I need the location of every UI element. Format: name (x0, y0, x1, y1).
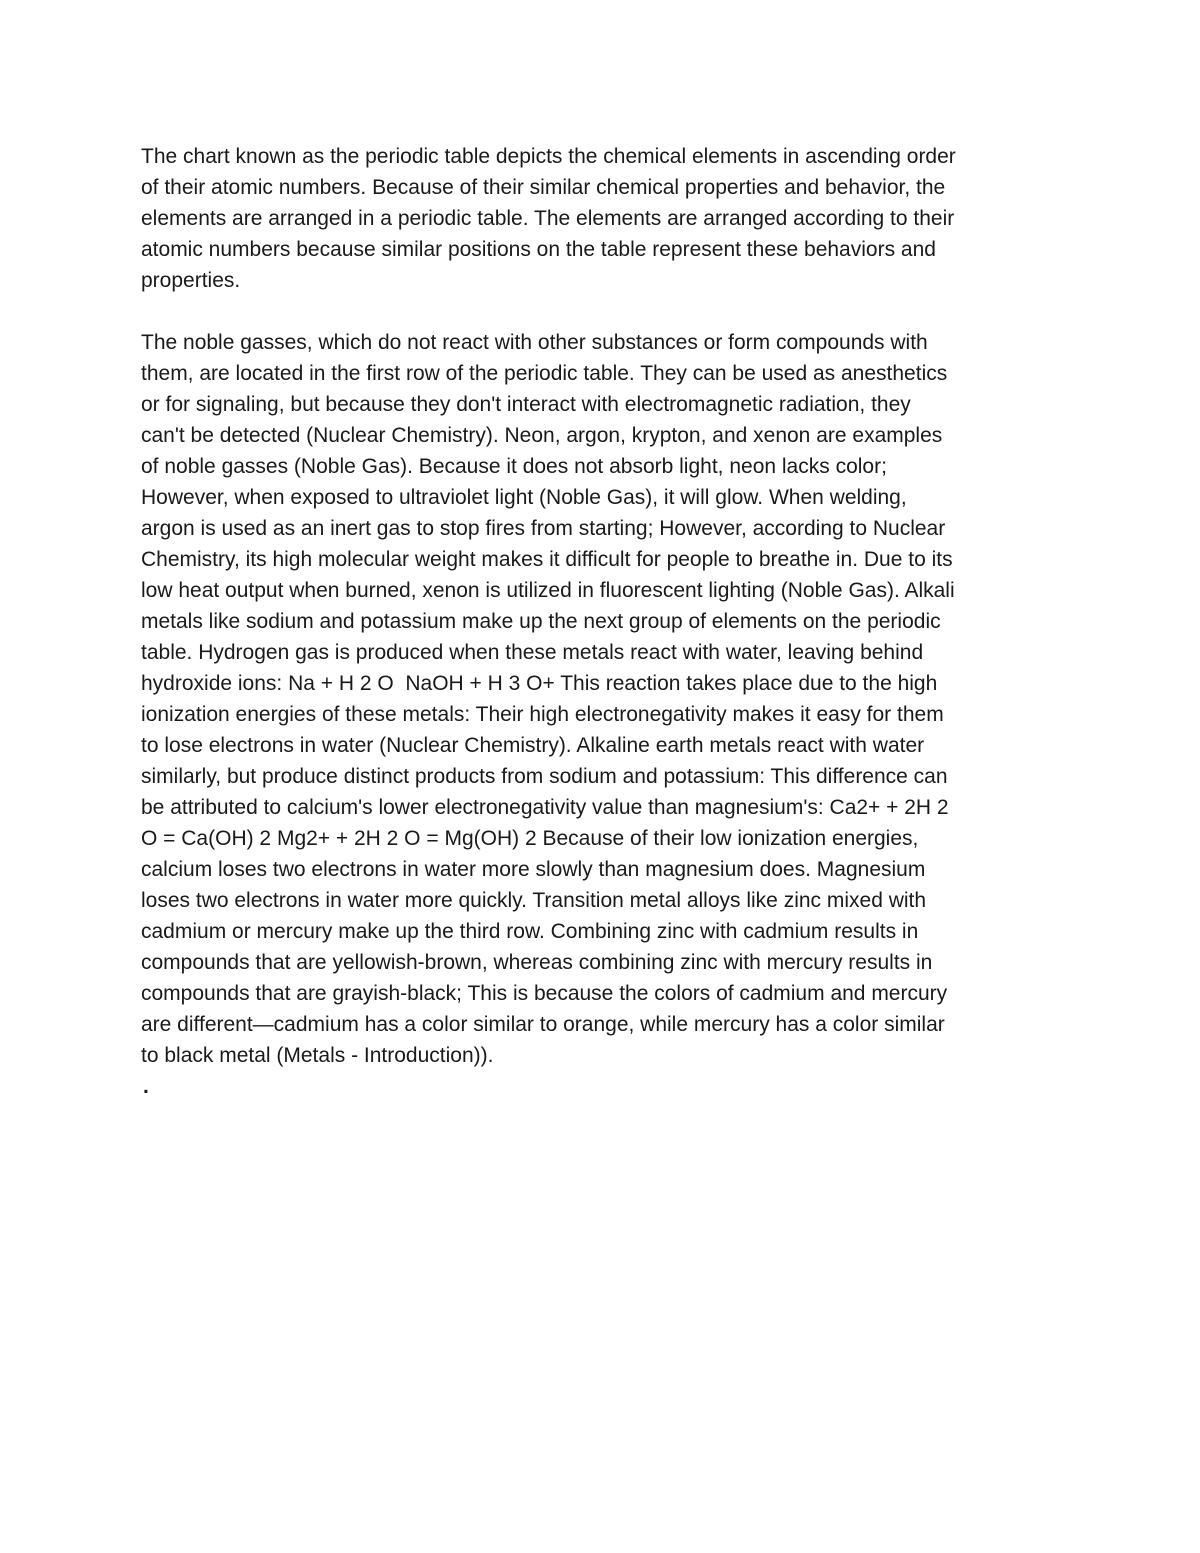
text-line: metals like sodium and potassium make up the next group of elements on the periodic (141, 610, 941, 633)
text-line: ionization energies of these metals: Their high electronegativity makes it easy for them (141, 703, 944, 726)
text-line: elements are arranged in a periodic table. The elements are arranged according to their (141, 207, 955, 230)
text-line: The chart known as the periodic table depicts the chemical elements in ascending order (141, 145, 956, 168)
text-line: The noble gasses, which do not react with other substances or form compounds with (141, 331, 928, 354)
text-line: calcium loses two electrons in water more slowly than magnesium does. Magnesium (141, 858, 926, 881)
paragraph-body (141, 327, 1061, 1071)
text-line: of noble gasses (Noble Gas). Because it does not absorb light, neon lacks color; (141, 455, 887, 478)
text-line: are different—cadmium has a color similar to orange, while mercury has a color similar (141, 1013, 945, 1036)
text-line: similarly, but produce distinct products from sodium and potassium: This difference can (141, 765, 948, 788)
text-line: or for signaling, but because they don't interact with electromagnetic radiation, they (141, 393, 911, 416)
text-line: O = Ca(OH) 2 Mg2+ + 2H 2 O = Mg(OH) 2 Because of their low ionization energies, (141, 827, 919, 850)
trailing-mark: . (143, 1075, 149, 1098)
text-line: to black metal (Metals - Introduction)). (141, 1044, 494, 1067)
text-line: properties. (141, 269, 241, 292)
text-line: However, when exposed to ultraviolet light (Noble Gas), it will glow. When welding, (141, 486, 907, 509)
text-line: argon is used as an inert gas to stop fires from starting; However, according to Nuclear (141, 517, 946, 540)
text-line: of their atomic numbers. Because of their similar chemical properties and behavior, the (141, 176, 946, 199)
text-line: cadmium or mercury make up the third row. Combining zinc with cadmium results in (141, 920, 919, 943)
text-line: Chemistry, its high molecular weight makes it difficult for people to breathe in. Due to its (141, 548, 953, 571)
paragraph-intro (141, 141, 1061, 296)
text-line: to lose electrons in water (Nuclear Chemistry). Alkaline earth metals react with water (141, 734, 925, 757)
text-line: compounds that are yellowish-brown, whereas combining zinc with mercury results in (141, 951, 933, 974)
text-line: table. Hydrogen gas is produced when these metals react with water, leaving behind (141, 641, 924, 664)
text-line: atomic numbers because similar positions on the table represent these behaviors and (141, 238, 936, 261)
text-line: compounds that are grayish-black; This is because the colors of cadmium and mercury (141, 982, 948, 1005)
text-line: them, are located in the first row of the periodic table. They can be used as anesthetics (141, 362, 948, 385)
document-body (141, 141, 1061, 1102)
text-line: can't be detected (Nuclear Chemistry). Neon, argon, krypton, and xenon are examples (141, 424, 943, 447)
text-line: loses two electrons in water more quickly. Transition metal alloys like zinc mixed with (141, 889, 927, 912)
text-line: be attributed to calcium's lower electronegativity value than magnesium's: Ca2+ + 2H 2 (141, 796, 949, 819)
text-line: low heat output when burned, xenon is utilized in fluorescent lighting (Noble Gas). Alkali (141, 579, 955, 602)
text-line: hydroxide ions: Na + H 2 O NaOH + H 3 O+ This reaction takes place due to the high (141, 672, 938, 695)
paragraph-gap (141, 296, 1061, 327)
